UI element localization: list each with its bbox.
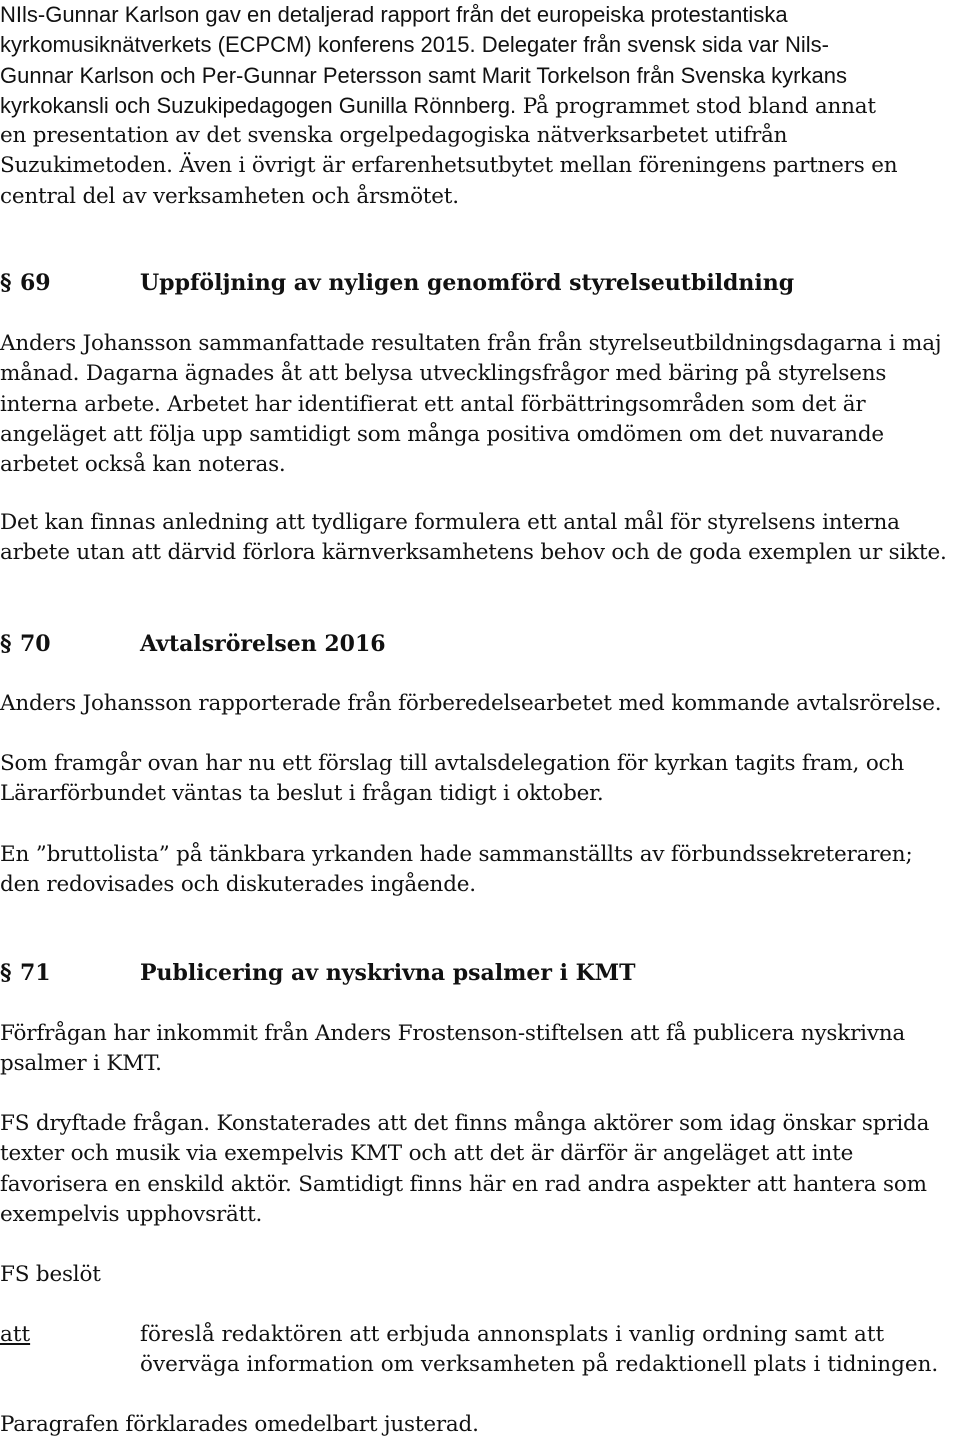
text-line: En ”bruttolista” på tänkbara yrkanden hade sammanställts av förbundssekreteraren; bbox=[0, 842, 913, 867]
text-line: interna arbete. Arbetet har identifierat ett antal förbättringsområden som det är bbox=[0, 391, 866, 417]
text-run: kyrkokansli och Suzukipedagogen Gunilla Rönnberg. bbox=[0, 92, 517, 118]
text-line: Anders Johansson sammanfattade resultaten från från styrelseutbildningsdagarna i maj bbox=[0, 331, 942, 356]
text-line: FS beslöt bbox=[0, 1262, 101, 1287]
section-title: Publicering av nyskrivna psalmer i KMT bbox=[140, 960, 636, 986]
section70-paragraph-1 bbox=[0, 689, 960, 719]
section-heading-69 bbox=[0, 268, 960, 302]
text-line: FS dryftade frågan. Konstaterades att det finns många aktörer som idag önskar sprida bbox=[0, 1111, 930, 1136]
text-line: Anders Johansson rapporterade från förberedelsearbetet med kommande avtalsrörelse. bbox=[0, 691, 942, 716]
section71-paragraph-2 bbox=[0, 1109, 960, 1230]
text-line: central del av verksamheten och årsmötet. bbox=[0, 183, 459, 209]
text-line: Gunnar Karlson och Per-Gunnar Petersson samt Marit Torkelson från Svenska kyrkans bbox=[0, 62, 847, 88]
section-number: 69 bbox=[20, 270, 51, 296]
text-line: Det kan finnas anledning att tydligare formulera ett antal mål för styrelsens interna bbox=[0, 510, 900, 535]
closing-statement bbox=[0, 1410, 960, 1440]
text-line: den redovisades och diskuterades ingående. bbox=[0, 872, 476, 898]
text-line bbox=[0, 91, 960, 121]
text-line: arbete utan att därvid förlora kärnverksamhetens behov och de goda exemplen ur sikte. bbox=[0, 540, 947, 566]
text-line: Förfrågan har inkommit från Anders Frostenson-stiftelsen att få publicera nyskrivna bbox=[0, 1021, 906, 1046]
text-line: favorisera en enskild aktör. Samtidigt finns här en rad andra aspekter att hantera som bbox=[0, 1171, 927, 1197]
section-sign: § bbox=[0, 960, 12, 986]
text-line: Lärarförbundet väntas ta beslut i frågan tidigt i oktober. bbox=[0, 781, 604, 807]
text-line: överväga information om verksamheten på redaktionell plats i tidningen. bbox=[140, 1352, 939, 1378]
text-line: Som framgår ovan har nu ett förslag till avtalsdelegation för kyrkan tagits fram, och bbox=[0, 751, 905, 776]
text-line: Paragrafen förklarades omedelbart justerad. bbox=[0, 1412, 479, 1437]
text-line: föreslå redaktören att erbjuda annonsplats i vanlig ordning samt att bbox=[140, 1322, 885, 1347]
text-line: angeläget att följa upp samtidigt som många positiva omdömen om det nuvarande bbox=[0, 421, 884, 447]
intro-paragraph bbox=[0, 0, 960, 212]
section-heading-70 bbox=[0, 629, 960, 663]
text-line: en presentation av det svenska orgelpedagogiska nätverksarbetet utifrån bbox=[0, 123, 788, 149]
section69-paragraph-2 bbox=[0, 508, 960, 569]
text-line: Suzukimetoden. Även i övrigt är erfarenhetsutbytet mellan föreningens partners en bbox=[0, 153, 898, 179]
text-line: exempelvis upphovsrätt. bbox=[0, 1201, 263, 1227]
text-line: månad. Dagarna ägnades åt att belysa utvecklingsfrågor med bäring på styrelsens bbox=[0, 361, 887, 387]
decision-body bbox=[140, 1320, 938, 1381]
section-sign: § bbox=[0, 270, 12, 296]
section-title: Uppföljning av nyligen genomförd styrelseutbildning bbox=[140, 270, 795, 296]
section70-paragraph-3 bbox=[0, 840, 960, 901]
text-line: arbetet också kan noteras. bbox=[0, 452, 286, 478]
text-line: NIls-Gunnar Karlson gav en detaljerad rapport från det europeiska protestantiska bbox=[0, 2, 788, 27]
section69-paragraph-1 bbox=[0, 329, 960, 480]
text-run: På programmet stod bland annat bbox=[516, 93, 876, 119]
section70-paragraph-2 bbox=[0, 749, 960, 810]
decision-intro bbox=[0, 1260, 960, 1290]
section71-paragraph-1 bbox=[0, 1019, 960, 1080]
section-number: 70 bbox=[20, 631, 51, 657]
decision-keyword: att bbox=[0, 1322, 31, 1347]
text-line: psalmer i KMT. bbox=[0, 1051, 162, 1077]
section-heading-71 bbox=[0, 958, 960, 992]
section-number: 71 bbox=[20, 960, 51, 986]
section-sign: § bbox=[0, 631, 12, 657]
section-title: Avtalsrörelsen 2016 bbox=[140, 631, 386, 657]
text-line: kyrkomusiknätverkets (ECPCM) konferens 2015. Delegater från svensk sida var Nils- bbox=[0, 32, 829, 58]
text-line: texter och musik via exempelvis KMT och att det är därför är angeläget att inte bbox=[0, 1141, 854, 1167]
